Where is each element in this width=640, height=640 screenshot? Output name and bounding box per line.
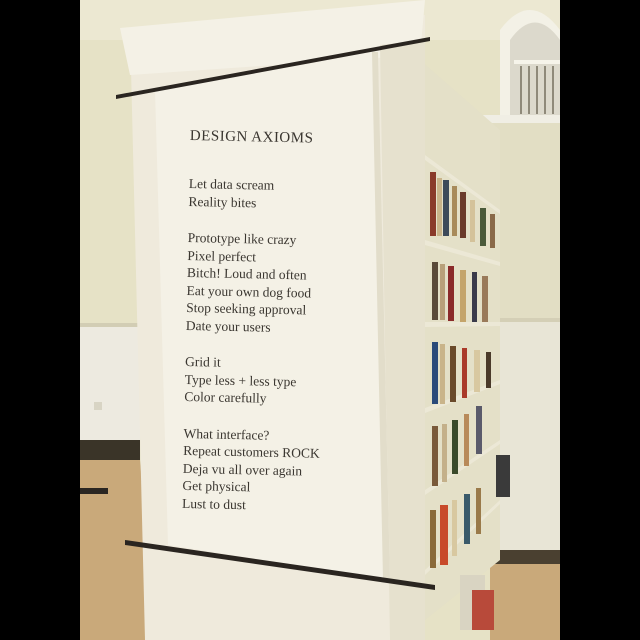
chair-rail xyxy=(80,323,140,327)
axiom-line: Reality bites xyxy=(188,193,257,210)
baseboard-right xyxy=(490,550,560,564)
axiom-line: Date your users xyxy=(185,317,271,335)
left-wainscot xyxy=(80,325,140,455)
window-sill xyxy=(480,115,560,123)
axiom-group xyxy=(186,229,388,338)
right-chair-rail xyxy=(490,318,560,322)
axiom-line: Get physical xyxy=(182,477,251,495)
axiom-line: Pixel perfect xyxy=(187,247,257,264)
window-muntin xyxy=(514,60,560,64)
baseboard-left xyxy=(80,440,140,460)
axiom-line: Lust to dust xyxy=(181,495,247,512)
axiom-line: Type less + less type xyxy=(184,371,297,389)
floor-cable xyxy=(80,488,108,494)
floor-right xyxy=(490,564,560,640)
axiom-line: Bitch! Loud and often xyxy=(186,264,307,283)
right-wainscot xyxy=(490,322,560,552)
axiom-line: Deja vu all over again xyxy=(182,460,303,478)
axiom-line: Let data scream xyxy=(188,175,275,193)
banner-text xyxy=(182,128,390,535)
axiom-line: Stop seeking approval xyxy=(186,299,307,318)
axiom-line: Color carefully xyxy=(184,388,267,406)
axiom-line: Repeat customers ROCK xyxy=(183,442,320,461)
wall-outlet xyxy=(94,402,102,410)
axiom-group xyxy=(184,353,385,410)
shelf-sign xyxy=(496,455,510,497)
axiom-line: Prototype like crazy xyxy=(187,229,297,248)
axiom-line: Eat your own dog food xyxy=(186,282,312,301)
axiom-line: What interface? xyxy=(183,425,270,443)
photo xyxy=(80,0,560,640)
banner-title: DESIGN AXIOMS xyxy=(189,128,314,147)
axiom-group xyxy=(188,175,389,214)
axiom-line: Grid it xyxy=(184,353,221,370)
axiom-group xyxy=(182,424,384,516)
